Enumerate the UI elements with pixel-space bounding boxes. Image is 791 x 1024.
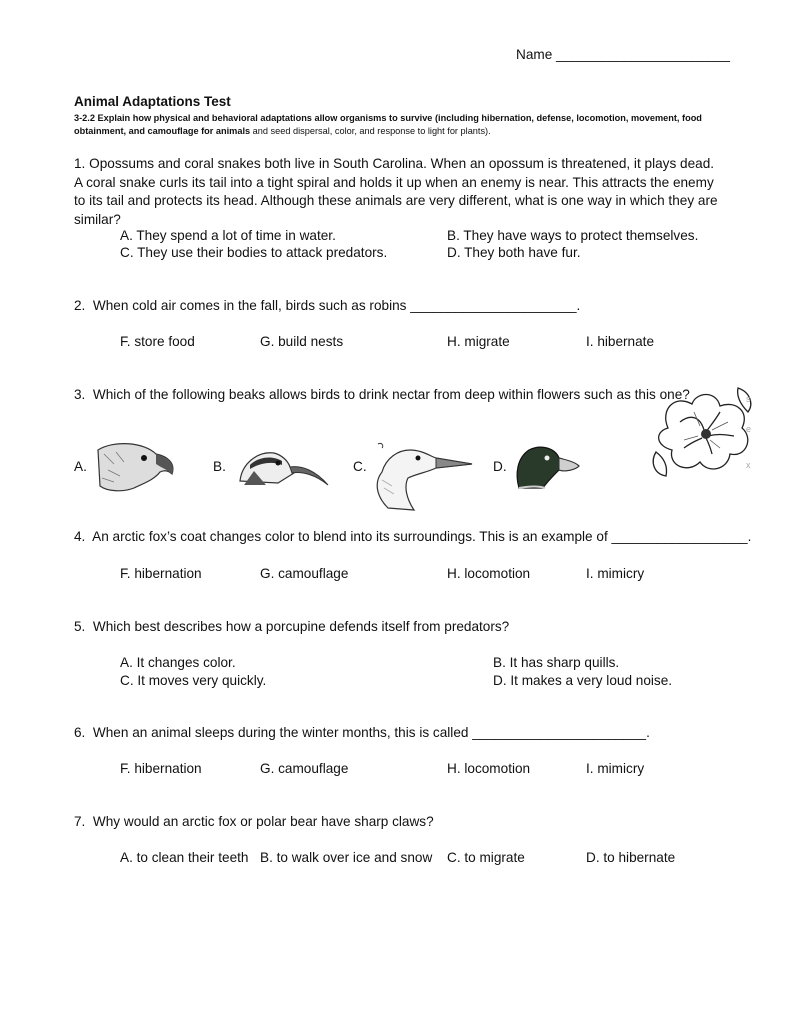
q6-choice-f[interactable]: F. hibernation xyxy=(120,761,202,776)
question-4-text: An arctic fox’s coat changes color to blend into its surroundings. This is an example of __________________. xyxy=(92,529,752,544)
hummingbird-beak-image xyxy=(236,445,331,490)
q7-choice-b[interactable]: B. to walk over ice and snow xyxy=(260,850,433,865)
question-2-text: When cold air comes in the fall, birds such as robins ______________________. xyxy=(92,298,581,313)
question-6 xyxy=(74,724,650,742)
question-5-number: 5. xyxy=(74,619,86,634)
q5-choice-b[interactable]: B. It has sharp quills. xyxy=(493,655,620,670)
q2-choice-g[interactable]: G. build nests xyxy=(260,334,344,349)
question-6-text: When an animal sleeps during the winter months, this is called _______________________. xyxy=(92,725,650,740)
duck-beak-image xyxy=(513,442,583,492)
question-3-text: Which of the following beaks allows birds to drink nectar from deep within flowers such as this one? xyxy=(92,387,690,402)
q7-choice-c[interactable]: C. to migrate xyxy=(447,850,525,865)
q1-choice-c[interactable]: C. They use their bodies to attack predators. xyxy=(120,245,388,260)
question-5-text: Which best describes how a porcupine defends itself from predators? xyxy=(92,619,510,634)
name-blank[interactable]: _______________________ xyxy=(556,47,730,62)
svg-text:x: x xyxy=(746,460,751,470)
question-7-text: Why would an arctic fox or polar bear have sharp claws? xyxy=(92,814,434,829)
heron-beak-image xyxy=(370,438,475,513)
q3-choice-d[interactable]: D. xyxy=(493,459,507,474)
q6-choice-i[interactable]: I. mimicry xyxy=(586,761,645,776)
standard-text xyxy=(74,112,724,137)
q3-choice-c[interactable]: C. xyxy=(353,459,367,474)
q1-choice-b[interactable]: B. They have ways to protect themselves. xyxy=(447,228,699,243)
q3-choice-a[interactable]: A. xyxy=(74,459,87,474)
svg-text:e: e xyxy=(746,424,752,434)
question-7-number: 7. xyxy=(74,814,86,829)
question-4 xyxy=(74,528,751,546)
question-1-number: 1. xyxy=(74,156,86,171)
question-2-number: 2. xyxy=(74,298,86,313)
q6-choice-h[interactable]: H. locomotion xyxy=(447,761,531,776)
q2-choice-i[interactable]: I. hibernate xyxy=(586,334,655,349)
question-1 xyxy=(74,155,724,229)
q1-choice-a[interactable]: A. They spend a lot of time in water. xyxy=(120,228,336,243)
q7-choice-a[interactable]: A. to clean their teeth xyxy=(120,850,249,865)
q4-choice-f[interactable]: F. hibernation xyxy=(120,566,202,581)
standard-normal: and seed dispersal, color, and response to light for plants). xyxy=(250,125,491,136)
question-1-text: Opossums and coral snakes both live in South Carolina. When an opossum is threatened, it plays dead. A coral snake curls its tail into a tight spiral and holds it up when an enemy is near. This attracts the enemy to its tail and protects its head. Although these animals are very different, what is one way in which they are similar? xyxy=(74,156,718,227)
eagle-beak-image xyxy=(94,440,179,495)
name-label xyxy=(516,46,730,64)
flower-image xyxy=(650,382,760,482)
q1-choice-d[interactable]: D. They both have fur. xyxy=(447,245,581,260)
standard-bold: 3-2.2 Explain how physical and behavioral adaptations allow organisms to survive (including hibernation, defense, locomotion, movement, food obtainment, and camouflage for animals xyxy=(74,113,702,136)
q4-choice-g[interactable]: G. camouflage xyxy=(260,566,349,581)
question-5 xyxy=(74,618,509,636)
q6-choice-g[interactable]: G. camouflage xyxy=(260,761,349,776)
svg-text:s: s xyxy=(746,394,751,404)
question-3 xyxy=(74,386,690,404)
q4-choice-i[interactable]: I. mimicry xyxy=(586,566,645,581)
question-6-number: 6. xyxy=(74,725,86,740)
question-4-number: 4. xyxy=(74,529,86,544)
q2-choice-h[interactable]: H. migrate xyxy=(447,334,510,349)
question-7 xyxy=(74,813,434,831)
q5-choice-c[interactable]: C. It moves very quickly. xyxy=(120,673,267,688)
q5-choice-a[interactable]: A. It changes color. xyxy=(120,655,236,670)
q2-choice-f[interactable]: F. store food xyxy=(120,334,195,349)
q7-choice-d[interactable]: D. to hibernate xyxy=(586,850,676,865)
name-label-text: Name xyxy=(516,47,553,62)
q4-choice-h[interactable]: H. locomotion xyxy=(447,566,531,581)
question-2 xyxy=(74,297,580,315)
test-title: Animal Adaptations Test xyxy=(74,94,231,109)
q5-choice-d[interactable]: D. It makes a very loud noise. xyxy=(493,673,673,688)
q3-choice-b[interactable]: B. xyxy=(213,459,226,474)
question-3-number: 3. xyxy=(74,387,86,402)
